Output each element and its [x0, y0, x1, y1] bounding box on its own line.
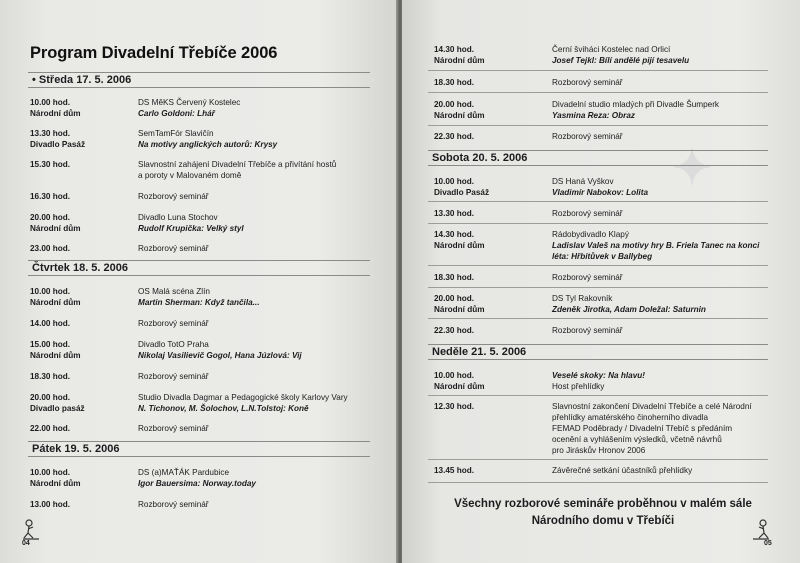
day-header-sunday: Neděle 21. 5. 2006: [428, 344, 768, 360]
day-header-wednesday: • Středa 17. 5. 2006: [28, 72, 370, 88]
event-description: Rozborový seminář: [138, 244, 209, 253]
event-description: Rozborový seminář: [552, 78, 623, 87]
event-description: Studio Divadla Dagmar a Pedagogické školy Karlovy Vary N. Tichonov, M. Šolochov, L.N.Tolstoj: Koně: [138, 393, 348, 413]
divider: [428, 92, 768, 93]
event-time: 14.30 hod. Národní dům: [434, 230, 485, 250]
watermark: ✦: [672, 142, 713, 195]
event-time: 13.00 hod.: [30, 500, 71, 509]
event-time: 13.30 hod.: [434, 209, 475, 218]
event-time: 20.00 hod. Národní dům: [434, 294, 485, 314]
event-description: Divadelní studio mladých při Divadle Šumperk Yasmina Reza: Obraz: [552, 100, 720, 120]
divider: [428, 201, 768, 202]
event-time: 22.30 hod.: [434, 132, 475, 141]
event-time: 10.00 hod. Národní dům: [30, 468, 81, 488]
divider: [428, 482, 768, 483]
event-description: Rozborový seminář: [552, 209, 623, 218]
divider: [428, 265, 768, 266]
divider: [428, 459, 768, 460]
event-description: Veselé skoky: Na hlavu! Host přehlídky: [552, 371, 645, 391]
event-description: Rozborový seminář: [138, 424, 209, 433]
event-time: 20.00 hod. Divadlo pasáž: [30, 393, 85, 413]
theatre-mascot-icon: [750, 518, 772, 540]
day-header-friday: Pátek 19. 5. 2006: [28, 441, 370, 457]
divider: [428, 318, 768, 319]
event-description: Divadlo TotO Praha Nikolaj Vasilievič Gogol, Hana Júzlová: Vij: [138, 340, 302, 360]
event-time: 15.00 hod. Národní dům: [30, 340, 81, 360]
event-description: Rozborový seminář: [552, 273, 623, 282]
left-page: [0, 0, 398, 563]
page-number: 04: [22, 540, 30, 547]
event-time: 10.00 hod. Divadlo Pasáž: [434, 177, 490, 197]
right-page: [402, 0, 800, 563]
event-description: Rozborový seminář: [138, 500, 209, 509]
day-header-thursday: Čtvrtek 18. 5. 2006: [28, 260, 370, 276]
event-description: DS Tyl Rakovník Zdeněk Jirotka, Adam Doležal: Saturnin: [552, 294, 706, 314]
event-description: DS (a)MAŤÁK Pardubice Igor Bauersima: Norway.today: [138, 468, 256, 488]
event-time: 10.00 hod. Národní dům: [30, 98, 81, 118]
event-time: 16.30 hod.: [30, 192, 71, 201]
event-time: 12.30 hod.: [434, 402, 475, 411]
page-number: 05: [764, 540, 772, 547]
event-description: Černí šviháci Kostelec nad Orlicí Josef Tejkl: Bílí andělé pijí tesavelu: [552, 45, 690, 65]
event-time: 18.30 hod.: [434, 273, 475, 282]
event-description: Závěrečné setkání účastníků přehlídky: [552, 466, 693, 475]
event-description: SemTamFór Slavičín Na motivy anglických autorů: Krysy: [138, 129, 278, 149]
event-time: 22.00 hod.: [30, 424, 71, 433]
event-description: Rozborový seminář: [138, 319, 209, 328]
event-description: Rozborový seminář: [552, 326, 623, 335]
event-time: 18.30 hod.: [434, 78, 475, 87]
event-time: 20.00 hod. Národní dům: [30, 213, 81, 233]
event-description: Rádobydivadlo Klapý Ladislav Valeš na motivy hry B. Friela Tanec na konci léta: Hřbitůvek v Ballybeg: [552, 230, 760, 261]
divider: [428, 395, 768, 396]
event-description: Rozborový seminář: [138, 192, 209, 201]
event-description: DS MěKS Červený Kostelec Carlo Goldoni: Lhář: [138, 98, 241, 118]
event-time: 10.00 hod. Národní dům: [30, 287, 81, 307]
event-time: 22.30 hod.: [434, 326, 475, 335]
event-time: 14.00 hod.: [30, 319, 71, 328]
divider: [428, 125, 768, 126]
theatre-mascot-icon: [20, 518, 42, 540]
event-description: Slavnostní zakončení Divadelní Třebíče a celé Národní přehlídky amatérského činoherního divadla FEMAD Poděbrady / Divadelní Třebíč s předáním ocenění a vyhlášením výsledků, včetně návrhů pro Jiráskův Hronov 2006: [552, 402, 752, 455]
event-description: DS Haná Vyškov Vladimír Nabokov: Lolita: [552, 177, 648, 197]
event-description: OS Malá scéna Zlín Martin Sherman: Když tančila...: [138, 287, 260, 307]
divider: [428, 287, 768, 288]
event-time: 15.30 hod.: [30, 160, 71, 169]
event-description: Slavnostní zahájení Divadelní Třebíče a přivítání hostů a poroty v Malovaném domě: [138, 160, 337, 180]
event-time: 18.30 hod.: [30, 372, 71, 381]
event-time: 14.30 hod. Národní dům: [434, 45, 485, 65]
event-description: Divadlo Luna Stochov Rudolf Krupička: Velký styl: [138, 213, 244, 233]
page-title: Program Divadelní Třebíče 2006: [30, 44, 278, 62]
divider: [428, 70, 768, 71]
footer-note: Všechny rozborové semináře proběhnou v malém sále Národního domu v Třebíči: [454, 498, 752, 527]
event-description: Rozborový seminář: [138, 372, 209, 381]
event-time: 10.00 hod. Národní dům: [434, 371, 485, 391]
day-header-saturday: Sobota 20. 5. 2006: [428, 150, 768, 166]
divider: [428, 223, 768, 224]
event-time: 23.00 hod.: [30, 244, 71, 253]
event-time: 13.45 hod.: [434, 466, 475, 475]
event-time: 20.00 hod. Národní dům: [434, 100, 485, 120]
event-description: Rozborový seminář: [552, 132, 623, 141]
event-time: 13.30 hod. Divadlo Pasáž: [30, 129, 86, 149]
